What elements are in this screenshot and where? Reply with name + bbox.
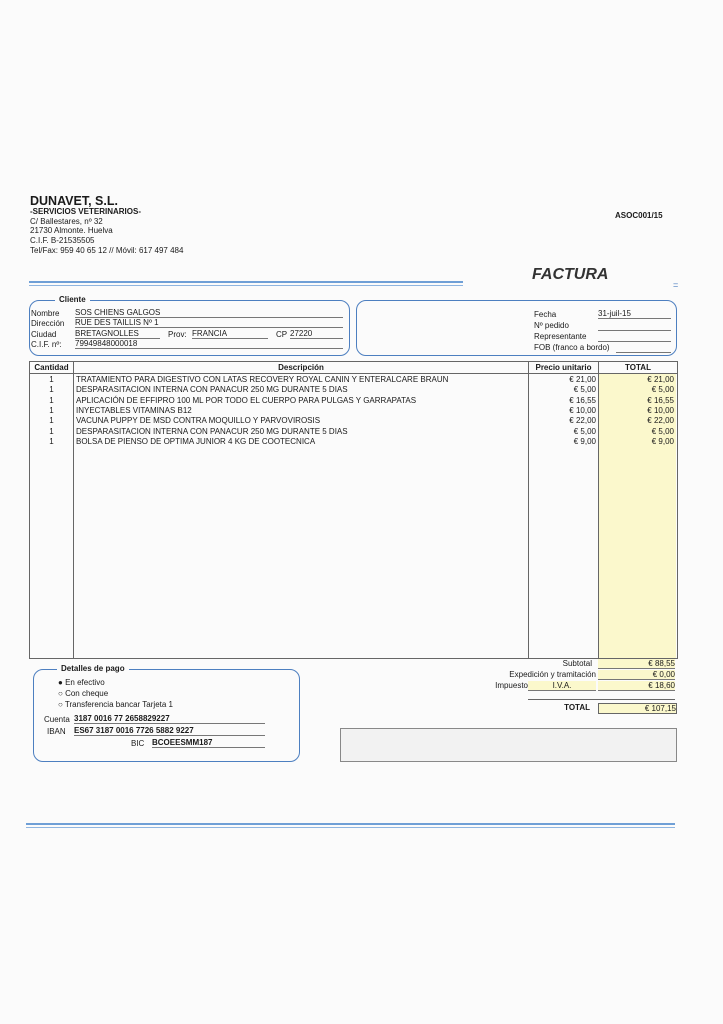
nombre-label: Nombre [31,309,60,318]
row-description: BOLSA DE PIENSO DE OPTIMA JUNIOR 4 KG DE COOTECNICA [76,436,316,446]
row-unit-price: € 16,55 [569,395,596,405]
payment-option-label: Transferencia bancar Tarjeta 1 [64,700,173,709]
cp-value: 27220 [290,329,343,339]
notes-box [340,728,677,762]
nombre-value: SOS CHIENS GALGOS [75,308,343,318]
fecha-value: 31-juil-15 [598,309,671,319]
subtotal-label: Subtotal [562,659,592,668]
row-quantity: 1 [49,375,54,384]
row-description: INYECTABLES VITAMINAS B12 [76,405,192,415]
payment-option-transferencia: ○ Transferencia bancar Tarjeta 1 [58,700,173,709]
iban-value: ES67 3187 0016 7726 5882 9227 [74,726,265,736]
cuenta-label: Cuenta [44,715,70,724]
row-description: TRATAMIENTO PARA DIGESTIVO CON LATAS RECOVERY ROYAL CANIN Y ENTERALCARE BRAUN [76,375,449,384]
row-quantity: 1 [49,426,54,436]
col-divider [598,362,599,658]
header-precio: Precio unitario [529,362,598,374]
company-address-2: 21730 Almonte. Huelva [30,226,113,235]
row-description: VACUNA PUPPY DE MSD CONTRA MOQUILLO Y PARVOVIROSIS [76,416,321,426]
prov-label: Prov: [168,330,187,339]
document-title: FACTURA [532,266,609,283]
col-divider [528,362,529,658]
total-value: € 107,15 [598,703,677,714]
fob-value [616,343,671,353]
company-address-1: C/ Ballestares, nº 32 [30,217,103,226]
row-unit-price: € 9,00 [573,436,596,446]
payment-option-efectivo: ● En efectivo [58,678,105,687]
row-description: APLICACIÓN DE EFFIPRO 100 ML POR TODO EL CUERPO PARA PULGAS Y GARRAPATAS [76,395,417,405]
prov-value: FRANCIA [192,329,268,339]
client-box-label: Cliente [55,295,90,304]
row-total: € 5,00 [651,385,674,395]
row-unit-price: € 22,00 [569,416,596,426]
row-total: € 16,55 [647,395,674,405]
row-quantity: 1 [49,385,54,395]
row-quantity: 1 [49,436,54,446]
fob-label: FOB (franco a bordo) [534,343,610,352]
payment-option-cheque: ○ Con cheque [58,689,109,698]
row-total: € 22,00 [647,416,674,426]
items-table [29,361,678,659]
payment-option-label: Con cheque [65,689,109,698]
row-total: € 5,00 [651,426,674,436]
row-quantity: 1 [49,405,54,415]
header-total: TOTAL [599,362,677,374]
row-unit-price: € 10,00 [569,405,596,415]
row-description: DESPARASITACION INTERNA CON PANACUR 250 MG DURANTE 5 DIAS [76,385,348,395]
footer-rule [26,823,675,825]
fecha-label: Fecha [534,310,557,319]
impuesto-value: € 18,60 [598,681,675,691]
row-quantity: 1 [49,395,54,405]
payment-option-label: En efectivo [65,678,105,687]
footer-rule-thin [26,827,675,828]
row-description: DESPARASITACION INTERNA CON PANACUR 250 MG DURANTE 5 DIAS [76,426,348,436]
invoice-number: ASOC001/15 [615,211,663,220]
row-unit-price: € 5,00 [573,385,596,395]
iban-label: IBAN [47,727,66,736]
ciudad-value: BRETAGNOLLES [75,329,160,339]
cp-label: CP [276,330,288,339]
cuenta-value: 3187 0016 77 2658829227 [74,714,265,724]
company-phone: Tel/Fax: 959 40 65 12 // Móvil: 617 497 484 [30,246,184,255]
representante-label: Representante [534,332,587,341]
direccion-label: Dirección [31,319,65,328]
row-unit-price: € 21,00 [569,375,596,384]
row-total: € 10,00 [647,405,674,415]
corner-mark: = [673,280,679,290]
cif-label: C.I.F. nº: [31,340,62,349]
cif-value: 79949848000018 [75,339,343,349]
row-unit-price: € 5,00 [573,426,596,436]
pedido-label: Nº pedido [534,321,569,330]
company-name: DUNAVET, S.L. [30,194,118,208]
bic-value: BCOEESMM187 [152,738,265,748]
total-label: TOTAL [564,703,590,712]
company-cif: C.I.F. B-21535505 [30,236,95,245]
bic-label: BIC [131,739,145,748]
row-quantity: 1 [49,416,54,426]
company-subtitle: -SERVICIOS VETERINARIOS- [30,207,141,216]
total-rule [528,699,675,700]
subtotal-value: € 88,55 [598,659,675,669]
direccion-value: RUE DES TAILLIS Nº 1 [75,318,343,328]
expedicion-label: Expedición y tramitación [509,670,596,679]
iva-label: I.V.A. [528,681,596,691]
header-cantidad: Cantidad [30,362,73,374]
header-rule-thin [29,285,463,286]
impuesto-label: Impuesto [495,681,528,690]
ciudad-label: Ciudad [31,330,57,339]
col-divider [73,362,74,658]
header-descripcion: Descripción [74,362,528,374]
payment-box-label: Detalles de pago [57,664,129,673]
header-rule [29,281,463,283]
row-total: € 9,00 [651,436,674,446]
pedido-value [598,321,671,331]
representante-value [598,332,671,342]
expedicion-value: € 0,00 [598,670,675,680]
row-total: € 21,00 [647,375,674,384]
